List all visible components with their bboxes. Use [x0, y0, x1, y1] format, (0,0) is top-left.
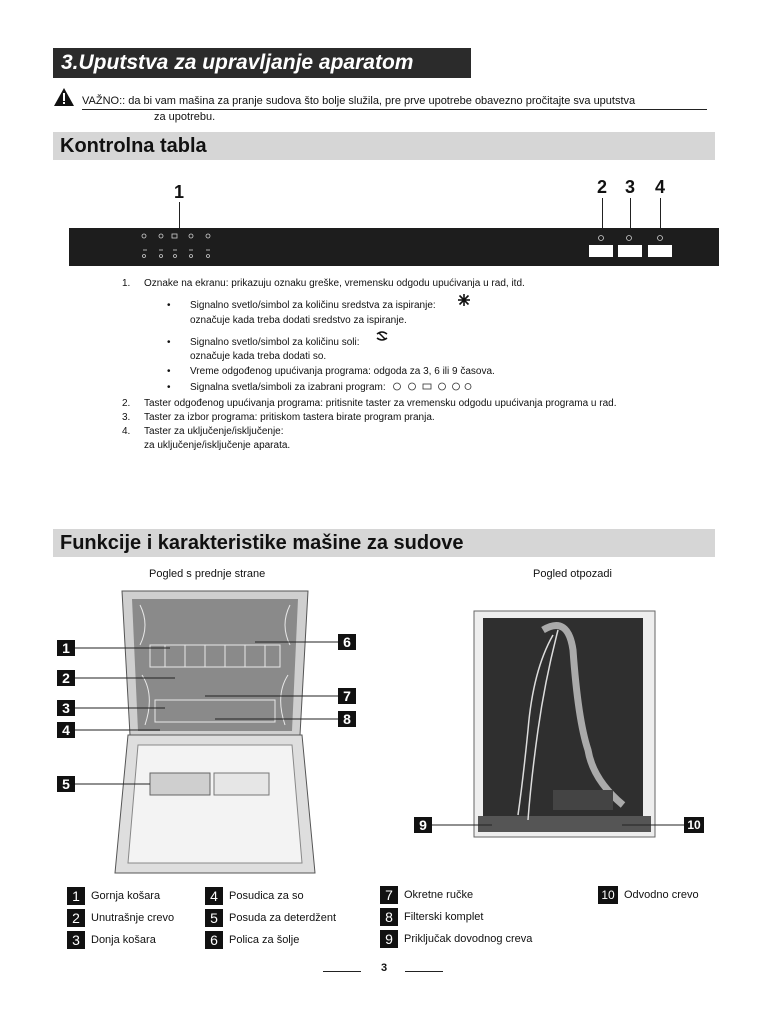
front-callout-lines: [75, 630, 340, 790]
legend-item-1: 1 Gornja košara: [67, 887, 160, 905]
callout-4-line: [660, 198, 661, 232]
bullet-program: •: [167, 382, 171, 393]
page-number: 3: [380, 962, 388, 974]
warning-line-2: za upotrebu.: [154, 111, 216, 123]
legend-item-7: 7 Okretne ručke: [380, 886, 473, 904]
footer-line-right: [405, 971, 443, 972]
front-callout-1: 1: [57, 640, 75, 656]
front-callout-4: 4: [57, 722, 75, 738]
callout-1-line: [179, 202, 180, 230]
callout-2: 2: [597, 177, 608, 197]
front-callout-5: 5: [57, 776, 75, 792]
program-button[interactable]: [618, 245, 642, 257]
front-callout-6: 6: [338, 634, 356, 650]
item-4-text: Taster za uključenje/isključenje:: [144, 426, 284, 437]
delay-text: Vreme odgođenog upućivanja programa: odgoda za 3, 6 ili 9 časova.: [190, 366, 495, 377]
rinse-aid-icon: [458, 294, 470, 306]
rinse-aid-text: Signalno svetlo/simbol za količinu sredstva za ispiranje:: [190, 300, 436, 311]
front-callout-7: 7: [338, 688, 356, 704]
legend-item-3: 3 Donja košara: [67, 931, 156, 949]
power-button[interactable]: [648, 245, 672, 257]
legend-item-9: 9 Priključak dovodnog creva: [380, 930, 532, 948]
item-1-text: Oznake na ekranu: prikazuju oznaku greške, vremensku odgodu upućivanja u rad, itd.: [144, 278, 525, 289]
control-panel-graphic: [69, 228, 719, 266]
item-4-num: 4.: [122, 426, 131, 437]
section-title-control-panel: Kontrolna tabla: [53, 132, 715, 160]
item-4-sub: za uključenje/isključenje aparata.: [144, 440, 291, 451]
front-view-caption: Pogled s prednje strane: [149, 568, 266, 580]
bullet-delay: •: [167, 366, 171, 377]
rinse-aid-sub: označuje kada treba dodati sredstvo za ispiranje.: [190, 315, 407, 326]
salt-sub: označuje kada treba dodati so.: [190, 351, 327, 362]
callout-4: 4: [655, 177, 666, 197]
legend-item-4: 4 Posudica za so: [205, 887, 304, 905]
item-3-num: 3.: [122, 412, 131, 423]
callout-2-line: [602, 198, 603, 232]
back-callout-10: 10: [684, 817, 704, 833]
salt-icon: [376, 330, 388, 342]
callout-3: 3: [625, 177, 636, 197]
callout-3-line: [630, 198, 631, 232]
front-callout-3: 3: [57, 700, 75, 716]
back-callout-lines: [432, 820, 684, 830]
control-panel-description: [122, 276, 722, 456]
front-callout-8: 8: [338, 711, 356, 727]
warning-line-1: VAŽNO:: da bi vam mašina za pranje sudova što bolje služila, pre prve upotrebe obavezno pročitajte sva uputstva: [82, 94, 707, 110]
dishwasher-back-image: [473, 610, 656, 838]
program-signal-text: Signalna svetla/simboli za izabrani program:: [190, 382, 386, 393]
warning-text: [82, 94, 707, 124]
front-callout-2: 2: [57, 670, 75, 686]
callout-1: 1: [174, 182, 185, 202]
legend-item-6: 6 Polica za šolje: [205, 931, 299, 949]
bullet-rinse: •: [167, 300, 171, 311]
item-2-num: 2.: [122, 398, 131, 409]
program-icons: [392, 382, 472, 391]
warning-triangle-icon: [53, 87, 75, 107]
section-title-features: Funkcije i karakteristike mašine za sudove: [53, 529, 715, 557]
legend-item-10: 10 Odvodno crevo: [598, 886, 699, 904]
item-2-text: Taster odgođenog upućivanja programa: pritisnite taster za vremensku odgodu upućivanja programa u rad.: [144, 398, 617, 409]
legend-item-5: 5 Posuda za deterdžent: [205, 909, 336, 927]
back-callout-9: 9: [414, 817, 432, 833]
salt-text: Signalno svetlo/simbol za količinu soli:: [190, 337, 360, 348]
bullet-salt: •: [167, 337, 171, 348]
legend-item-2: 2 Unutrašnje crevo: [67, 909, 174, 927]
delay-button[interactable]: [589, 245, 613, 257]
item-3-text: Taster za izbor programa: pritiskom tastera birate program pranja.: [144, 412, 435, 423]
legend-item-8: 8 Filterski komplet: [380, 908, 483, 926]
back-view-caption: Pogled otpozadi: [533, 568, 612, 580]
item-1-num: 1.: [122, 278, 131, 289]
page-title: 3.Uputstva za upravljanje aparatom: [53, 48, 471, 78]
